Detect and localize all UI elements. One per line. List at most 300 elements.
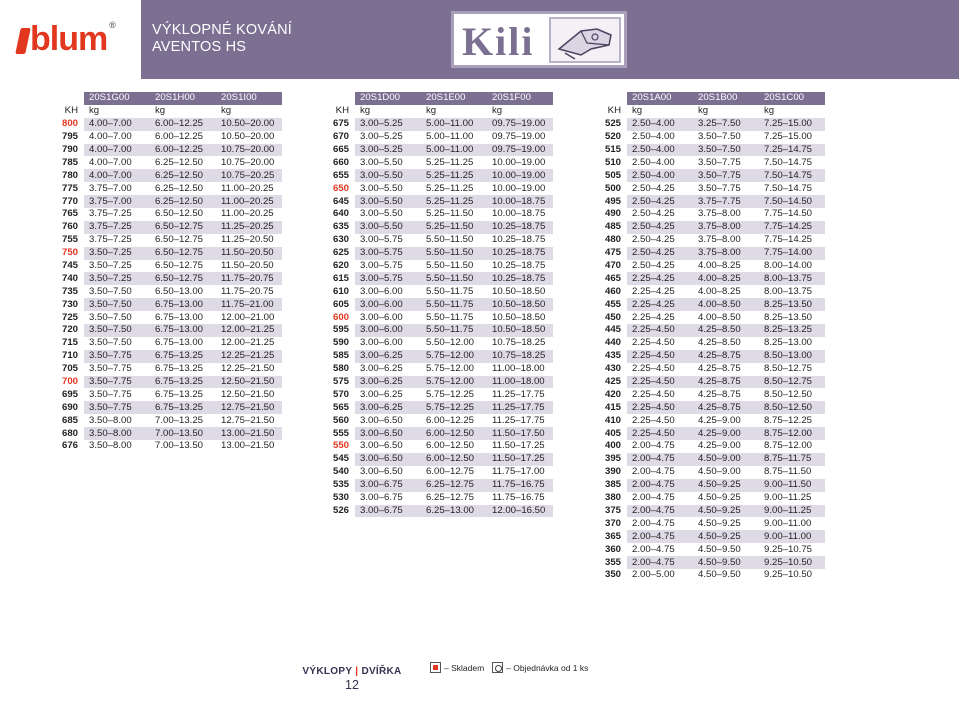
table-row bbox=[303, 466, 553, 479]
weight-range-cell: 7.25–14.75 bbox=[759, 144, 825, 157]
table-row bbox=[575, 234, 825, 247]
table-row bbox=[575, 363, 825, 376]
table-row bbox=[575, 569, 825, 582]
weight-range-cell: 4.25–8.75 bbox=[693, 376, 759, 389]
weight-range-cell: 3.75–7.00 bbox=[84, 195, 150, 208]
weight-range-cell: 11.75–21.00 bbox=[216, 298, 282, 311]
weight-range-cell: 13.00–21.50 bbox=[216, 427, 282, 440]
weight-range-cell: 10.75–20.25 bbox=[216, 169, 282, 182]
weight-range-cell: 2.25–4.50 bbox=[627, 414, 693, 427]
weight-range-cell: 6.25–12.50 bbox=[150, 182, 216, 195]
weight-range-cell: 4.00–8.50 bbox=[693, 298, 759, 311]
weight-range-cell: 3.00–5.50 bbox=[355, 195, 421, 208]
weight-range-cell: 10.25–18.75 bbox=[487, 260, 553, 273]
weight-range-cell: 2.25–4.50 bbox=[627, 350, 693, 363]
table-row bbox=[303, 195, 553, 208]
cabinet-height-cell: 375 bbox=[604, 504, 621, 516]
cabinet-height-cell: 595 bbox=[332, 324, 349, 336]
weight-range-cell: 7.75–14.25 bbox=[759, 234, 825, 247]
column-header-kh: KH bbox=[575, 105, 627, 118]
weight-range-cell: 4.50–9.50 bbox=[693, 543, 759, 556]
weight-range-cell: 2.00–5.00 bbox=[627, 569, 693, 582]
table-row bbox=[303, 144, 553, 157]
weight-range-cell: 11.25–17.75 bbox=[487, 414, 553, 427]
weight-range-cell: 4.00–8.25 bbox=[693, 272, 759, 285]
cabinet-height-cell: 515 bbox=[604, 144, 621, 155]
weight-range-cell: 3.75–7.75 bbox=[693, 195, 759, 208]
weight-range-cell: 2.00–4.75 bbox=[627, 530, 693, 543]
table-row bbox=[31, 311, 282, 324]
cabinet-height-cell: 715 bbox=[61, 337, 78, 349]
weight-range-cell: 5.25–11.50 bbox=[421, 208, 487, 221]
weight-range-cell: 2.00–4.75 bbox=[627, 466, 693, 479]
column-code: 20S1B00 bbox=[693, 92, 759, 105]
weight-range-cell: 11.50–20.50 bbox=[216, 247, 282, 260]
weight-range-cell: 3.00–5.75 bbox=[355, 272, 421, 285]
weight-range-cell: 3.00–5.50 bbox=[355, 221, 421, 234]
cabinet-height-cell: 690 bbox=[61, 401, 78, 413]
weight-range-cell: 4.50–9.25 bbox=[693, 492, 759, 505]
column-code: 20S1A00 bbox=[627, 92, 693, 105]
cabinet-height-cell: 545 bbox=[332, 453, 349, 465]
weight-range-cell: 4.25–8.75 bbox=[693, 350, 759, 363]
weight-range-cell: 6.75–13.25 bbox=[150, 350, 216, 363]
cabinet-height-cell: 605 bbox=[332, 298, 349, 310]
weight-range-cell: 4.00–8.25 bbox=[693, 260, 759, 273]
weight-range-cell: 6.25–12.75 bbox=[421, 479, 487, 492]
weight-range-cell: 3.00–5.25 bbox=[355, 118, 421, 131]
weight-range-cell: 10.75–18.25 bbox=[487, 337, 553, 350]
cabinet-height-cell: 795 bbox=[61, 131, 78, 143]
weight-range-cell: 6.25–13.00 bbox=[421, 505, 487, 518]
weight-range-cell: 3.50–7.25 bbox=[84, 260, 150, 273]
table-row bbox=[303, 350, 553, 363]
weight-range-cell: 5.75–12.25 bbox=[421, 401, 487, 414]
weight-range-cell: 4.25–8.50 bbox=[693, 337, 759, 350]
weight-range-cell: 4.25–9.00 bbox=[693, 414, 759, 427]
weight-range-cell: 11.00–20.25 bbox=[216, 182, 282, 195]
weight-range-cell: 9.00–11.50 bbox=[759, 479, 825, 492]
table-row bbox=[31, 401, 282, 414]
weight-range-cell: 3.00–6.25 bbox=[355, 376, 421, 389]
weight-range-cell: 10.75–18.25 bbox=[487, 350, 553, 363]
weight-range-cell: 3.00–6.25 bbox=[355, 363, 421, 376]
cabinet-height-cell: 635 bbox=[332, 221, 349, 233]
weight-range-cell: 3.75–8.00 bbox=[693, 234, 759, 247]
weight-range-cell: 10.50–20.00 bbox=[216, 131, 282, 144]
weight-range-cell: 3.00–5.50 bbox=[355, 208, 421, 221]
weight-range-cell: 8.50–12.75 bbox=[759, 363, 825, 376]
cabinet-height-cell: 785 bbox=[61, 156, 78, 168]
cabinet-height-cell: 650 bbox=[332, 182, 349, 194]
cabinet-height-cell: 725 bbox=[61, 311, 78, 323]
weight-range-cell: 6.75–13.25 bbox=[150, 363, 216, 376]
weight-range-cell: 11.75–20.75 bbox=[216, 285, 282, 298]
weight-range-cell: 2.50–4.25 bbox=[627, 247, 693, 260]
weight-range-cell: 10.50–18.50 bbox=[487, 311, 553, 324]
weight-range-cell: 5.50–12.00 bbox=[421, 337, 487, 350]
weight-range-cell: 2.50–4.25 bbox=[627, 195, 693, 208]
cabinet-height-cell: 430 bbox=[604, 363, 621, 375]
weight-range-cell: 13.00–21.50 bbox=[216, 440, 282, 453]
weight-range-cell: 3.00–6.00 bbox=[355, 285, 421, 298]
column-unit: kg bbox=[487, 105, 553, 118]
weight-range-cell: 6.50–12.75 bbox=[150, 247, 216, 260]
weight-range-cell: 3.00–6.25 bbox=[355, 350, 421, 363]
weight-range-cell: 5.50–11.75 bbox=[421, 285, 487, 298]
page-number: 12 bbox=[345, 678, 359, 692]
table-row bbox=[31, 131, 282, 144]
weight-range-cell: 6.00–12.25 bbox=[421, 414, 487, 427]
weight-range-cell: 6.00–12.50 bbox=[421, 440, 487, 453]
blum-mark-icon bbox=[15, 28, 31, 54]
cabinet-height-cell: 440 bbox=[604, 337, 621, 349]
table-row bbox=[31, 247, 282, 260]
weight-range-cell: 11.75–17.00 bbox=[487, 466, 553, 479]
weight-range-cell: 7.50–14.50 bbox=[759, 195, 825, 208]
table-row bbox=[575, 517, 825, 530]
weight-range-cell: 3.50–7.50 bbox=[84, 285, 150, 298]
table-row bbox=[575, 350, 825, 363]
table-row bbox=[31, 234, 282, 247]
footer-section-a: VÝKLOPY bbox=[302, 666, 353, 677]
table-row bbox=[303, 272, 553, 285]
weight-range-cell: 3.50–7.50 bbox=[84, 298, 150, 311]
cabinet-height-cell: 380 bbox=[604, 492, 621, 504]
table-row bbox=[575, 530, 825, 543]
column-code: 20S1I00 bbox=[216, 92, 282, 105]
column-unit: kg bbox=[693, 105, 759, 118]
weight-range-cell: 7.75–14.25 bbox=[759, 221, 825, 234]
weight-range-cell: 3.50–7.25 bbox=[84, 272, 150, 285]
table-row bbox=[303, 156, 553, 169]
cabinet-height-cell: 780 bbox=[61, 169, 78, 181]
table-row bbox=[31, 427, 282, 440]
weight-range-cell: 3.00–5.50 bbox=[355, 182, 421, 195]
weight-range-cell: 6.50–13.00 bbox=[150, 285, 216, 298]
cabinet-height-cell: 555 bbox=[332, 427, 349, 439]
cabinet-height-cell: 460 bbox=[604, 285, 621, 297]
table-row bbox=[31, 337, 282, 350]
table-row bbox=[303, 169, 553, 182]
table-row bbox=[575, 492, 825, 505]
cabinet-height-cell: 420 bbox=[604, 388, 621, 400]
weight-range-cell: 5.25–11.25 bbox=[421, 195, 487, 208]
cabinet-height-cell: 355 bbox=[604, 556, 621, 568]
table-row bbox=[575, 453, 825, 466]
page-title bbox=[152, 22, 292, 56]
table-row bbox=[575, 195, 825, 208]
weight-range-cell: 4.25–9.00 bbox=[693, 427, 759, 440]
cabinet-height-cell: 525 bbox=[604, 118, 621, 130]
table-row bbox=[303, 285, 553, 298]
weight-range-cell: 3.75–8.00 bbox=[693, 208, 759, 221]
weight-range-cell: 2.00–4.75 bbox=[627, 440, 693, 453]
weight-range-cell: 10.00–18.75 bbox=[487, 195, 553, 208]
weight-range-cell: 2.50–4.00 bbox=[627, 169, 693, 182]
lift-table-3 bbox=[575, 92, 825, 582]
weight-range-cell: 5.75–12.25 bbox=[421, 388, 487, 401]
weight-range-cell: 3.00–5.50 bbox=[355, 156, 421, 169]
cabinet-height-cell: 685 bbox=[61, 414, 78, 426]
weight-range-cell: 5.25–11.25 bbox=[421, 182, 487, 195]
weight-range-cell: 5.25–11.25 bbox=[421, 156, 487, 169]
weight-range-cell: 6.75–13.00 bbox=[150, 337, 216, 350]
cabinet-height-cell: 610 bbox=[332, 285, 349, 297]
weight-range-cell: 5.50–11.75 bbox=[421, 298, 487, 311]
cabinet-height-cell: 770 bbox=[61, 195, 78, 207]
cabinet-height-cell: 405 bbox=[604, 427, 621, 439]
column-unit: kg bbox=[421, 105, 487, 118]
weight-range-cell: 3.75–8.00 bbox=[693, 247, 759, 260]
weight-range-cell: 10.25–18.75 bbox=[487, 247, 553, 260]
table-row bbox=[303, 208, 553, 221]
weight-range-cell: 11.00–18.00 bbox=[487, 363, 553, 376]
weight-range-cell: 2.25–4.25 bbox=[627, 272, 693, 285]
column-unit: kg bbox=[627, 105, 693, 118]
cabinet-height-cell: 400 bbox=[604, 440, 621, 452]
column-unit: kg bbox=[759, 105, 825, 118]
table-row bbox=[31, 363, 282, 376]
in-stock-icon bbox=[430, 662, 441, 673]
weight-range-cell: 12.00–21.25 bbox=[216, 324, 282, 337]
weight-range-cell: 8.50–13.00 bbox=[759, 350, 825, 363]
weight-range-cell: 7.50–14.75 bbox=[759, 182, 825, 195]
cabinet-height-cell: 800 bbox=[61, 118, 78, 130]
column-unit: kg bbox=[216, 105, 282, 118]
cabinet-height-cell: 750 bbox=[61, 247, 78, 259]
table-row bbox=[575, 260, 825, 273]
table-row bbox=[31, 208, 282, 221]
cabinet-height-cell: 765 bbox=[61, 208, 78, 220]
cabinet-height-cell: 480 bbox=[604, 234, 621, 246]
weight-range-cell: 2.50–4.25 bbox=[627, 221, 693, 234]
weight-range-cell: 11.50–17.25 bbox=[487, 440, 553, 453]
weight-range-cell: 6.50–12.50 bbox=[150, 208, 216, 221]
table-row bbox=[303, 505, 553, 518]
cabinet-height-cell: 600 bbox=[332, 311, 349, 323]
cabinet-height-cell: 655 bbox=[332, 169, 349, 181]
cabinet-height-cell: 500 bbox=[604, 182, 621, 194]
table-row bbox=[575, 118, 825, 131]
cabinet-height-cell: 465 bbox=[604, 272, 621, 284]
weight-range-cell: 4.25–8.75 bbox=[693, 363, 759, 376]
weight-range-cell: 8.75–11.50 bbox=[759, 466, 825, 479]
table-row bbox=[575, 556, 825, 569]
weight-range-cell: 6.25–12.50 bbox=[150, 195, 216, 208]
weight-range-cell: 9.25–10.50 bbox=[759, 569, 825, 582]
cabinet-height-cell: 385 bbox=[604, 479, 621, 491]
cabinet-height-cell: 630 bbox=[332, 234, 349, 246]
weight-range-cell: 8.00–14.00 bbox=[759, 260, 825, 273]
weight-range-cell: 3.50–8.00 bbox=[84, 427, 150, 440]
weight-range-cell: 10.00–18.75 bbox=[487, 208, 553, 221]
weight-range-cell: 5.50–11.75 bbox=[421, 311, 487, 324]
weight-range-cell: 2.50–4.00 bbox=[627, 156, 693, 169]
cabinet-height-cell: 710 bbox=[61, 350, 78, 362]
weight-range-cell: 10.50–20.00 bbox=[216, 118, 282, 131]
weight-range-cell: 3.75–7.00 bbox=[84, 182, 150, 195]
legend-stock-label: – Skladem bbox=[444, 662, 485, 673]
cabinet-height-cell: 510 bbox=[604, 156, 621, 168]
cabinet-height-cell: 700 bbox=[61, 376, 78, 388]
cabinet-height-cell: 470 bbox=[604, 260, 621, 272]
table-row bbox=[303, 298, 553, 311]
weight-range-cell: 4.00–7.00 bbox=[84, 118, 150, 131]
weight-range-cell: 7.00–13.25 bbox=[150, 414, 216, 427]
cabinet-height-cell: 370 bbox=[604, 517, 621, 529]
weight-range-cell: 8.75–12.25 bbox=[759, 414, 825, 427]
weight-range-cell: 6.00–12.25 bbox=[150, 144, 216, 157]
weight-range-cell: 6.75–13.25 bbox=[150, 376, 216, 389]
weight-range-cell: 8.50–12.75 bbox=[759, 376, 825, 389]
cabinet-height-cell: 350 bbox=[604, 569, 621, 581]
weight-range-cell: 4.25–8.75 bbox=[693, 401, 759, 414]
table-row bbox=[303, 479, 553, 492]
weight-range-cell: 09.75–19.00 bbox=[487, 118, 553, 131]
table-row bbox=[575, 182, 825, 195]
order-icon bbox=[492, 662, 503, 673]
cabinet-height-cell: 415 bbox=[604, 401, 621, 413]
cabinet-height-cell: 675 bbox=[332, 118, 349, 130]
table-row bbox=[31, 414, 282, 427]
weight-range-cell: 7.50–14.75 bbox=[759, 156, 825, 169]
table-row bbox=[303, 401, 553, 414]
weight-range-cell: 5.00–11.00 bbox=[421, 118, 487, 131]
brand-name: blum bbox=[30, 20, 108, 58]
weight-range-cell: 12.00–21.00 bbox=[216, 311, 282, 324]
weight-range-cell: 5.25–11.50 bbox=[421, 221, 487, 234]
cabinet-height-cell: 365 bbox=[604, 530, 621, 542]
cabinet-height-cell: 730 bbox=[61, 298, 78, 310]
weight-range-cell: 5.50–11.75 bbox=[421, 324, 487, 337]
weight-range-cell: 3.50–7.75 bbox=[693, 169, 759, 182]
weight-range-cell: 3.50–7.25 bbox=[84, 247, 150, 260]
weight-range-cell: 3.50–7.50 bbox=[693, 144, 759, 157]
weight-range-cell: 11.25–17.75 bbox=[487, 388, 553, 401]
weight-range-cell: 7.25–15.00 bbox=[759, 118, 825, 131]
cabinet-height-cell: 435 bbox=[604, 350, 621, 362]
cabinet-height-cell: 620 bbox=[332, 260, 349, 272]
table-row bbox=[575, 247, 825, 260]
weight-range-cell: 8.25–13.50 bbox=[759, 298, 825, 311]
weight-range-cell: 11.75–16.75 bbox=[487, 479, 553, 492]
weight-range-cell: 5.75–12.00 bbox=[421, 350, 487, 363]
footer-separator: | bbox=[355, 666, 359, 677]
kili-logo-text: Kili bbox=[462, 19, 535, 64]
cabinet-height-cell: 735 bbox=[61, 285, 78, 297]
weight-range-cell: 11.75–20.75 bbox=[216, 272, 282, 285]
cabinet-height-cell: 540 bbox=[332, 466, 349, 478]
table-row bbox=[303, 414, 553, 427]
lift-table-1 bbox=[31, 92, 282, 453]
table-row bbox=[575, 208, 825, 221]
cabinet-height-cell: 625 bbox=[332, 247, 349, 259]
weight-range-cell: 2.25–4.50 bbox=[627, 337, 693, 350]
weight-range-cell: 2.00–4.75 bbox=[627, 556, 693, 569]
table-row bbox=[303, 492, 553, 505]
table-row bbox=[31, 156, 282, 169]
table-row bbox=[31, 298, 282, 311]
weight-range-cell: 6.25–12.75 bbox=[421, 492, 487, 505]
weight-range-cell: 5.25–11.25 bbox=[421, 169, 487, 182]
weight-range-cell: 8.25–13.50 bbox=[759, 311, 825, 324]
table-row bbox=[575, 543, 825, 556]
weight-range-cell: 11.25–20.50 bbox=[216, 234, 282, 247]
title-line-1: VÝKLOPNÉ KOVÁNÍ bbox=[152, 22, 292, 38]
table-row bbox=[31, 260, 282, 273]
weight-range-cell: 2.50–4.00 bbox=[627, 144, 693, 157]
weight-range-cell: 6.00–12.75 bbox=[421, 466, 487, 479]
table-row bbox=[31, 324, 282, 337]
cabinet-height-cell: 560 bbox=[332, 414, 349, 426]
table-row bbox=[303, 260, 553, 273]
cabinet-height-cell: 395 bbox=[604, 453, 621, 465]
column-code: 20S1C00 bbox=[759, 92, 825, 105]
weight-range-cell: 4.50–9.25 bbox=[693, 479, 759, 492]
weight-range-cell: 10.00–19.00 bbox=[487, 182, 553, 195]
table-row bbox=[303, 118, 553, 131]
weight-range-cell: 8.50–12.50 bbox=[759, 401, 825, 414]
weight-range-cell: 3.00–6.00 bbox=[355, 337, 421, 350]
cabinet-height-cell: 530 bbox=[332, 492, 349, 504]
cabinet-height-cell: 520 bbox=[604, 131, 621, 143]
weight-range-cell: 6.75–13.25 bbox=[150, 401, 216, 414]
weight-range-cell: 6.50–12.75 bbox=[150, 272, 216, 285]
brand-logo: blum ® bbox=[0, 0, 141, 79]
weight-range-cell: 3.50–7.50 bbox=[84, 337, 150, 350]
cabinet-height-cell: 660 bbox=[332, 156, 349, 168]
weight-range-cell: 3.50–7.75 bbox=[84, 376, 150, 389]
header-blank bbox=[575, 92, 627, 105]
weight-range-cell: 3.50–7.75 bbox=[84, 363, 150, 376]
weight-range-cell: 7.25–15.00 bbox=[759, 131, 825, 144]
weight-range-cell: 5.75–12.00 bbox=[421, 376, 487, 389]
weight-range-cell: 6.75–13.00 bbox=[150, 298, 216, 311]
weight-range-cell: 8.00–13.75 bbox=[759, 285, 825, 298]
weight-range-cell: 09.75–19.00 bbox=[487, 131, 553, 144]
cabinet-height-cell: 705 bbox=[61, 363, 78, 375]
weight-range-cell: 4.00–7.00 bbox=[84, 144, 150, 157]
cabinet-height-cell: 695 bbox=[61, 388, 78, 400]
weight-range-cell: 7.00–13.50 bbox=[150, 427, 216, 440]
weight-range-cell: 12.50–21.50 bbox=[216, 388, 282, 401]
weight-range-cell: 3.00–5.50 bbox=[355, 169, 421, 182]
table-row bbox=[575, 272, 825, 285]
cabinet-height-cell: 445 bbox=[604, 324, 621, 336]
title-line-2: AVENTOS HS bbox=[152, 39, 247, 55]
weight-range-cell: 10.75–20.00 bbox=[216, 156, 282, 169]
weight-range-cell: 6.25–12.50 bbox=[150, 169, 216, 182]
weight-range-cell: 6.50–12.75 bbox=[150, 260, 216, 273]
weight-range-cell: 8.25–13.25 bbox=[759, 324, 825, 337]
weight-range-cell: 3.75–7.25 bbox=[84, 208, 150, 221]
weight-range-cell: 4.50–9.00 bbox=[693, 466, 759, 479]
table-row bbox=[31, 350, 282, 363]
weight-range-cell: 3.50–7.75 bbox=[84, 388, 150, 401]
weight-range-cell: 7.75–14.00 bbox=[759, 247, 825, 260]
weight-range-cell: 2.25–4.50 bbox=[627, 363, 693, 376]
table-row bbox=[575, 440, 825, 453]
weight-range-cell: 3.00–6.25 bbox=[355, 388, 421, 401]
weight-range-cell: 12.75–21.50 bbox=[216, 414, 282, 427]
weight-range-cell: 2.25–4.25 bbox=[627, 298, 693, 311]
weight-range-cell: 5.00–11.00 bbox=[421, 131, 487, 144]
cabinet-height-cell: 775 bbox=[61, 182, 78, 194]
cabinet-height-cell: 745 bbox=[61, 260, 78, 272]
table-row bbox=[303, 311, 553, 324]
weight-range-cell: 3.00–6.50 bbox=[355, 440, 421, 453]
